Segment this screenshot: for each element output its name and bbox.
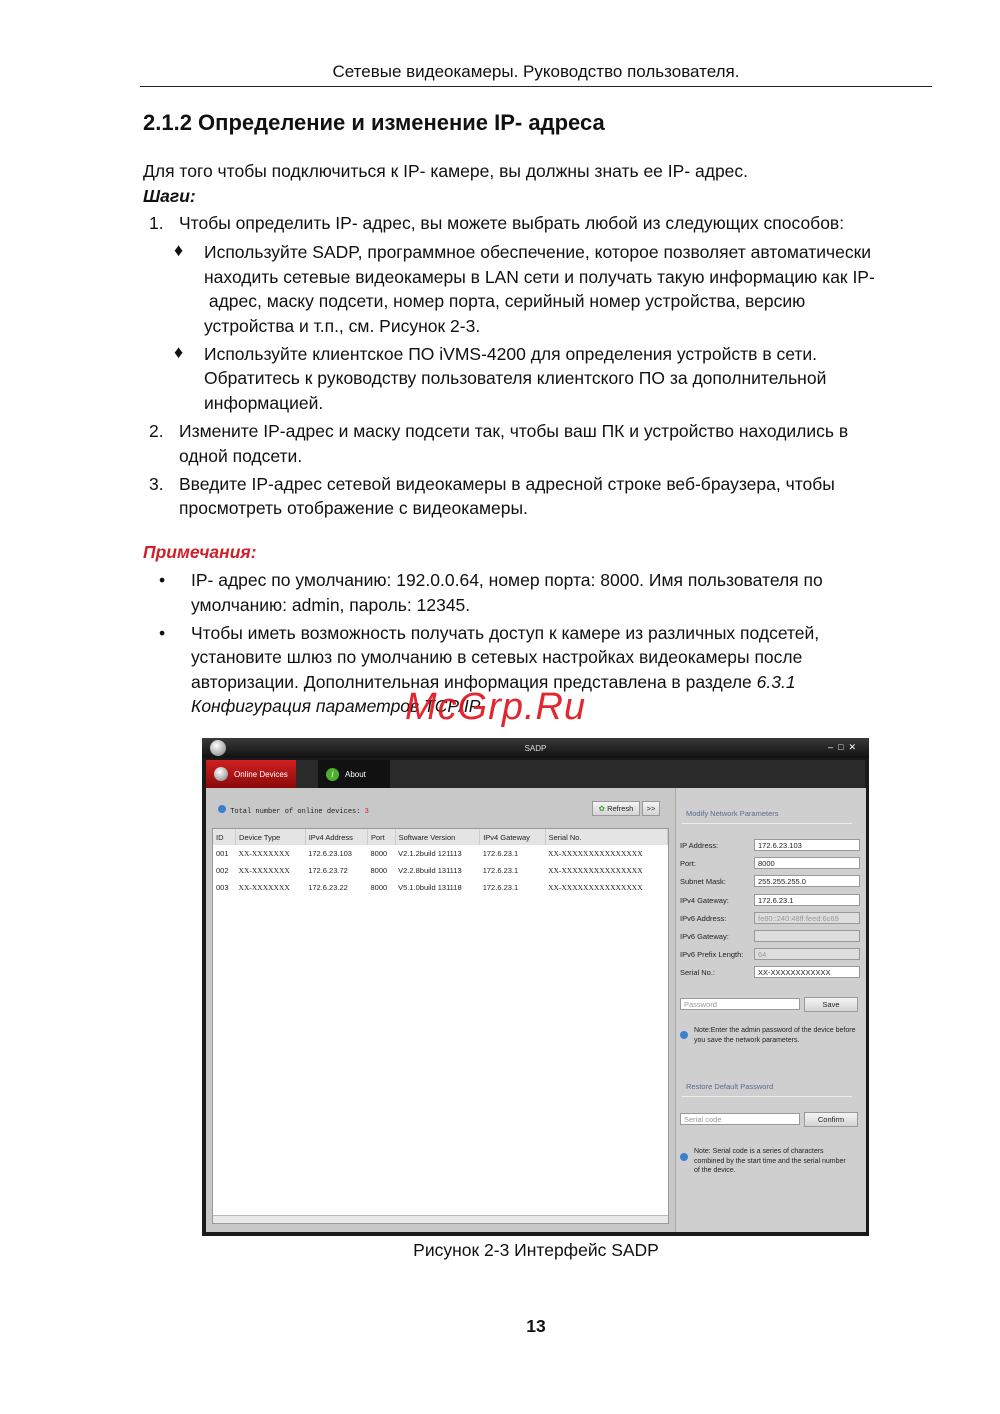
devices-icon	[214, 767, 228, 781]
column-header[interactable]: ID	[213, 829, 236, 845]
divider	[682, 1096, 852, 1097]
text-line: Обратитесь к руководству пользователя клиентского ПО за дополнительной	[204, 368, 827, 388]
table-row[interactable]	[213, 862, 668, 879]
modify-title: Modify Network Parameters	[686, 809, 779, 818]
table-cell: 8000	[370, 866, 388, 875]
table-cell: 002	[216, 866, 229, 875]
total-label: Total number of online devices:	[230, 808, 361, 816]
info-icon	[218, 805, 226, 813]
text-line: одной подсети.	[179, 445, 303, 466]
section-reference: 6.3.1	[756, 671, 796, 692]
text-line: установите шлюз по умолчанию в сетевых настройках видеокамеры после	[191, 647, 803, 667]
column-header[interactable]: Software Version	[395, 829, 480, 845]
text-line: Чтобы иметь возможность получать доступ к камере из различных подсетей,	[191, 622, 820, 643]
text-line: IP- адрес по умолчанию: 192.0.0.64, номер порта: 8000. Имя пользователя по	[191, 570, 823, 590]
column-header[interactable]: IPv4 Gateway	[480, 829, 545, 845]
column-header[interactable]: IPv4 Address	[305, 829, 367, 845]
column-header[interactable]: Serial No.	[545, 829, 667, 845]
field-label: Serial No.:	[680, 968, 716, 978]
field-label: Subnet Mask:	[680, 877, 726, 887]
note-serial	[680, 1147, 852, 1176]
tab-label: Online Devices	[234, 769, 288, 779]
tab-online-devices[interactable]	[206, 760, 296, 788]
text-line: Используйте клиентское ПО iVMS-4200 для определения устройств в сети.	[204, 343, 818, 364]
title-bar	[202, 738, 869, 758]
modify-panel	[675, 788, 866, 1232]
tab-bar	[206, 760, 865, 788]
info-icon	[680, 1031, 688, 1039]
info-icon: i	[326, 768, 339, 781]
table-cell: XX-XXXXXXXXXXXXXXX	[548, 849, 643, 858]
device-table	[213, 829, 668, 896]
table-cell: 172.6.23.72	[308, 866, 348, 875]
serial-code-input[interactable]: Serial code	[680, 1113, 800, 1125]
step-number: 2.	[149, 421, 164, 441]
table-cell: 172.6.23.1	[482, 849, 519, 858]
table-cell: 172.6.23.1	[482, 883, 519, 892]
table-cell: XX-XXXXXXXXXXXXXXX	[548, 883, 643, 892]
table-cell: 172.6.23.22	[308, 883, 348, 892]
text-line: Используйте SADP, программное обеспечение, которое позволяет автоматически	[204, 242, 872, 262]
device-table-container	[212, 828, 669, 1224]
steps-label: Шаги:	[143, 186, 196, 206]
text-line: находить сетевые видеокамеры в LAN сети и получать такую информацию как IP-	[204, 266, 875, 287]
page-number: 13	[526, 1316, 546, 1336]
field-input[interactable]: 172.6.23.103	[754, 839, 860, 851]
restore-title: Restore Default Password	[686, 1082, 774, 1091]
bullet-icon: •	[159, 570, 166, 590]
note-text: Note:Enter the admin password of the device before you save the network parameters.	[694, 1027, 856, 1044]
table-row[interactable]	[213, 879, 668, 896]
header-rule	[140, 86, 932, 87]
info-icon	[680, 1153, 688, 1161]
table-cell: 172.6.23.103	[308, 849, 352, 858]
watermark: McGrp.Ru	[405, 686, 587, 728]
text-line: информацией.	[204, 392, 324, 413]
table-cell: XX-XXXXXXX	[238, 849, 290, 858]
text-line: Введите IP-адрес сетевой видеокамеры в адресной строке веб-браузера, чтобы	[179, 473, 835, 494]
table-cell: V2.2.8build 131113	[398, 866, 462, 875]
window-title: SADP	[524, 744, 547, 753]
field-label: IPv6 Gateway:	[680, 932, 729, 941]
text-line: устройства и т.п., см. Рисунок 2-3.	[204, 315, 481, 336]
figure-caption: Рисунок 2-3 Интерфейс SADP	[413, 1240, 659, 1260]
field-input: fe80::240:48ff:feed:6c69	[754, 912, 860, 924]
text-line: адрес, маску подсети, номер порта, серийный номер устройства, версию	[204, 291, 806, 311]
expand-button[interactable]: >>	[642, 801, 660, 816]
table-cell: XX-XXXXXXX	[238, 866, 290, 875]
column-header[interactable]: Port	[368, 829, 396, 845]
field-label: IPv6 Address:	[680, 913, 727, 923]
note-password	[680, 1026, 860, 1045]
field-input[interactable]: XX-XXXXXXXXXXXX	[754, 966, 860, 978]
field-label: IPv4 Gateway:	[680, 895, 729, 905]
window-controls[interactable]: –□✕	[828, 742, 861, 752]
table-cell: V5.1.0build 131118	[398, 883, 462, 892]
text-line: просмотреть отображение с видеокамеры.	[179, 498, 528, 518]
table-cell: V2.1.2build 121113	[398, 849, 462, 858]
text-line: умолчанию: admin, пароль: 12345.	[191, 594, 471, 615]
refresh-label: Refresh	[607, 804, 634, 813]
sadp-window	[202, 738, 869, 1236]
tab-about[interactable]	[318, 760, 390, 788]
field-label: Port:	[680, 859, 696, 869]
table-cell: 001	[216, 849, 229, 858]
refresh-icon: ✿	[598, 804, 605, 813]
field-input[interactable]: 8000	[754, 857, 860, 869]
horizontal-scrollbar[interactable]	[213, 1215, 668, 1223]
content-area	[206, 788, 865, 1232]
field-input	[754, 930, 860, 942]
note-text: Note: Serial code is a series of characters combined by the start time and the serial number of the device.	[694, 1148, 846, 1174]
text-line: Чтобы определить IP- адрес, вы можете выбрать любой из следующих способов:	[179, 213, 845, 233]
text-line: авторизации. Дополнительная информация представлена в разделе	[191, 671, 757, 692]
field-label: IP Address:	[680, 841, 719, 850]
notes-label: Примечания:	[143, 542, 257, 562]
password-input[interactable]: Password	[680, 998, 800, 1010]
table-cell: 003	[216, 883, 229, 892]
column-header[interactable]: Device Type	[236, 829, 306, 845]
table-cell: XX-XXXXXXX	[238, 883, 290, 892]
table-cell: XX-XXXXXXXXXXXXXXX	[548, 866, 643, 875]
bullet-icon: •	[159, 622, 166, 643]
intro-text: Для того чтобы подключиться к IP- камере, вы должны знать ее IP- адрес.	[143, 161, 749, 181]
diamond-bullet-icon: ♦	[174, 240, 184, 260]
refresh-button[interactable]	[592, 801, 640, 816]
section-reference-title: Конфигурация параметров TCP/IP	[191, 696, 481, 716]
tab-label: About	[345, 769, 366, 779]
save-button[interactable]: Save	[804, 997, 858, 1012]
field-input[interactable]: 172.6.23.1	[754, 894, 860, 906]
field-input[interactable]: 255.255.255.0	[754, 875, 860, 887]
table-row[interactable]	[213, 845, 668, 862]
divider	[682, 823, 852, 824]
step-number: 3.	[149, 473, 164, 494]
confirm-button[interactable]: Confirm	[804, 1112, 858, 1127]
field-label: IPv6 Prefix Length:	[680, 950, 744, 960]
text-line: Измените IP-адрес и маску подсети так, чтобы ваш ПК и устройство находились в	[179, 421, 849, 441]
field-input: 64	[754, 948, 860, 960]
total-devices	[218, 805, 369, 816]
running-header: Сетевые видеокамеры. Руководство пользователя.	[332, 62, 740, 81]
device-list-panel	[210, 788, 671, 1232]
section-title: 2.1.2 Определение и изменение IP- адреса	[143, 110, 605, 135]
diamond-bullet-icon: ♦	[174, 341, 184, 362]
table-cell: 172.6.23.1	[482, 866, 519, 875]
table-cell: 8000	[370, 883, 388, 892]
step-number: 1.	[149, 213, 164, 233]
table-cell: 8000	[370, 849, 388, 858]
total-count: 3	[364, 808, 369, 816]
